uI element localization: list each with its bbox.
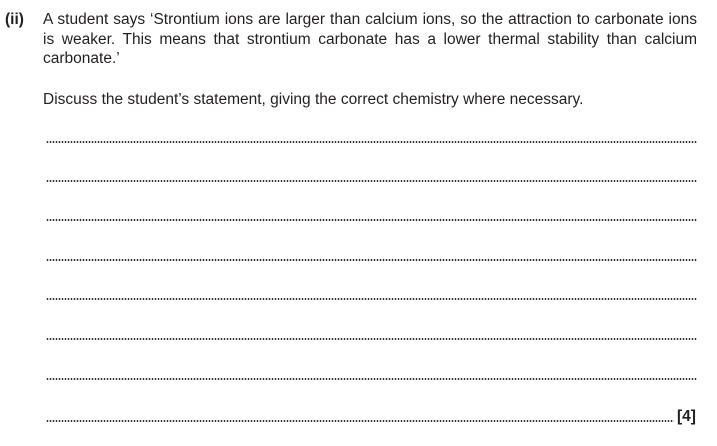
question-instruction: Discuss the student’s statement, giving the correct chemistry where necessary.: [43, 91, 584, 108]
answer-line[interactable]: [46, 378, 697, 380]
answer-line[interactable]: [46, 219, 697, 221]
answer-line[interactable]: [46, 298, 697, 300]
question-stem: A student says ‘Strontium ions are larger than calcium ions, so the attraction to carbonate ions is weaker. This means that strontium carbonate has a lower thermal stability than calcium carbonate.’: [43, 11, 697, 68]
answer-line[interactable]: [46, 420, 674, 422]
answer-line[interactable]: [46, 141, 697, 143]
question-number: (ii): [5, 11, 24, 28]
answer-line[interactable]: [46, 180, 697, 182]
answer-line[interactable]: [46, 259, 697, 261]
answer-line[interactable]: [46, 338, 697, 340]
mark-allocation: [4]: [677, 408, 696, 425]
